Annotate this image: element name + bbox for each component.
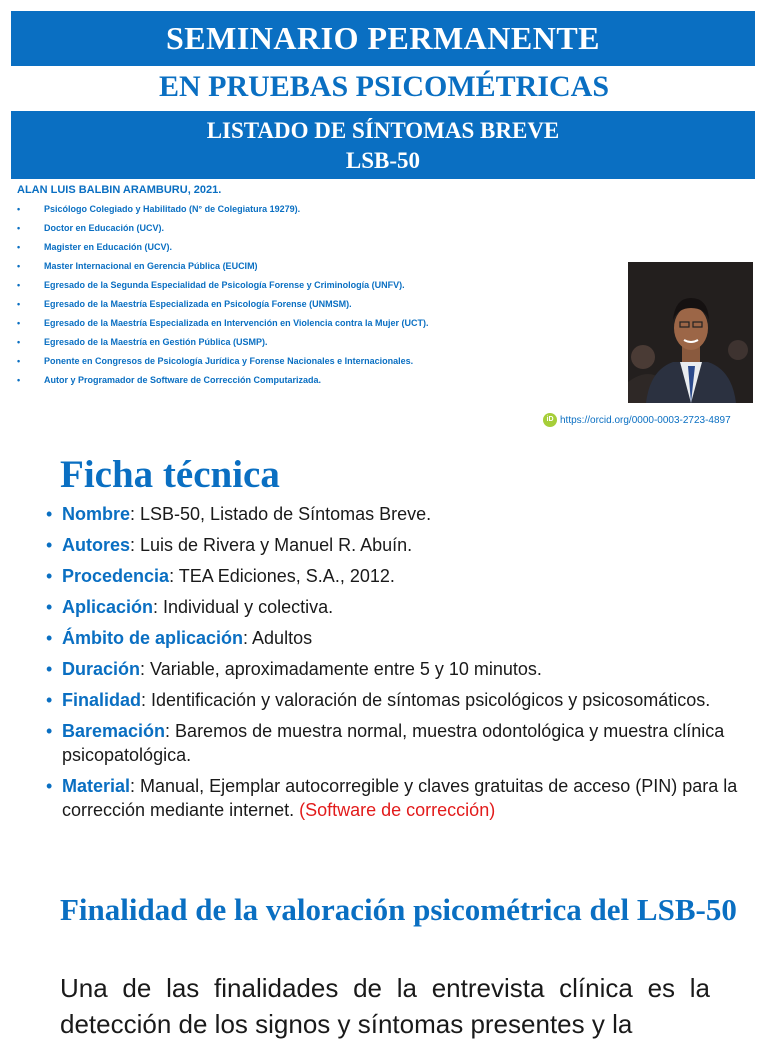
- author-name: ALAN LUIS BALBIN ARAMBURU, 2021.: [17, 184, 222, 196]
- bullet-icon: •: [17, 223, 21, 233]
- ficha-item: [46, 595, 746, 619]
- test-code: LSB-50: [345, 148, 421, 173]
- credential-text: Magister en Educación (UCV).: [44, 242, 173, 252]
- bullet-icon: •: [17, 318, 21, 328]
- bullet-icon: •: [17, 242, 21, 252]
- bullet-icon: •: [46, 776, 53, 796]
- test-name: LISTADO DE SÍNTOMAS BREVE: [206, 118, 560, 143]
- ficha-tecnica-title: Ficha técnica: [60, 453, 280, 496]
- ficha-item-label: Finalidad: [62, 690, 142, 710]
- ficha-item: [46, 688, 746, 712]
- ficha-item-text: : Adultos: [243, 628, 313, 648]
- ficha-item-text: : Individual y colectiva.: [153, 597, 334, 617]
- credential-text: Egresado de la Maestría Especializada en Psicología Forense (UNMSM).: [44, 299, 352, 309]
- bullet-icon: •: [17, 375, 21, 385]
- credential-text: Ponente en Congresos de Psicología Jurídica y Forense Nacionales e Internacionales.: [44, 356, 414, 366]
- credential-text: Egresado de la Maestría en Gestión Pública (USMP).: [44, 337, 268, 347]
- credential-item: [17, 335, 617, 354]
- credential-item: [17, 240, 617, 259]
- bullet-icon: •: [46, 659, 53, 679]
- test-banner: [11, 111, 755, 179]
- section-paragraph: Una de las finalidades de la entrevista clínica es la detección de los signos y síntomas presentes y la: [60, 973, 710, 1039]
- ficha-item-text: : Manual, Ejemplar autocorregible y claves gratuitas de acceso (PIN) para la corrección mediante internet.: [62, 776, 738, 820]
- credential-item: [17, 316, 617, 335]
- credential-text: Egresado de la Maestría Especializada en Intervención en Violencia contra la Mujer (UCT).: [44, 318, 429, 328]
- ficha-item: [46, 657, 746, 681]
- ficha-item-text: : TEA Ediciones, S.A., 2012.: [169, 566, 395, 586]
- bullet-icon: •: [46, 628, 53, 648]
- ficha-item-text: : Identificación y valoración de síntomas psicológicos y psicosomáticos.: [141, 690, 711, 710]
- ficha-item: [46, 719, 746, 767]
- credential-item: [17, 373, 617, 392]
- ficha-item-text: : Baremos de muestra normal, muestra odontológica y muestra clínica psicopatológica.: [62, 721, 725, 765]
- bullet-icon: •: [17, 337, 21, 347]
- ficha-item-label: Material: [62, 776, 131, 796]
- bullet-icon: •: [17, 261, 21, 271]
- credential-item: [17, 354, 617, 373]
- orcid-icon: iD: [543, 413, 557, 427]
- ficha-item-label: Ámbito de aplicación: [62, 628, 244, 648]
- ficha-item-label: Autores: [62, 535, 131, 555]
- ficha-item-label: Baremación: [62, 721, 166, 741]
- title-banner: [11, 11, 755, 66]
- bullet-icon: •: [46, 721, 53, 741]
- bullet-icon: •: [46, 566, 53, 586]
- credential-text: Psicólogo Colegiado y Habilitado (N° de Colegiatura 19279).: [44, 204, 301, 214]
- credential-text: Autor y Programador de Software de Corrección Computarizada.: [44, 375, 322, 385]
- section-title: Finalidad de la valoración psicométrica del LSB-50: [60, 892, 737, 927]
- author-block: [17, 184, 617, 392]
- orcid-url[interactable]: https://orcid.org/0000-0003-2723-4897: [560, 414, 731, 426]
- banner-title: SEMINARIO PERMANENTE: [165, 20, 601, 56]
- author-photo: [628, 262, 753, 403]
- credential-text: Egresado de la Segunda Especialidad de Psicología Forense y Criminología (UNFV).: [44, 280, 405, 290]
- credential-list: [17, 202, 617, 392]
- ficha-item: [46, 533, 746, 557]
- ficha-item: [46, 774, 746, 822]
- ficha-item-text: : Variable, aproximadamente entre 5 y 10 minutos.: [140, 659, 542, 679]
- bullet-icon: •: [17, 280, 21, 290]
- orcid-link[interactable]: [543, 413, 731, 427]
- ficha-tecnica-list: [46, 502, 746, 829]
- ficha-item-text: : LSB-50, Listado de Síntomas Breve.: [130, 504, 432, 524]
- bullet-icon: •: [46, 597, 53, 617]
- ficha-item-note: (Software de corrección): [299, 800, 496, 820]
- bullet-icon: •: [46, 535, 53, 555]
- author-photo-image: [628, 262, 753, 403]
- ficha-item-label: Aplicación: [62, 597, 154, 617]
- ficha-item: [46, 564, 746, 588]
- credential-item: [17, 202, 617, 221]
- ficha-item-text: : Luis de Rivera y Manuel R. Abuín.: [130, 535, 413, 555]
- ficha-item: [46, 626, 746, 650]
- credential-item: [17, 221, 617, 240]
- bullet-icon: •: [46, 504, 53, 524]
- bullet-icon: •: [46, 690, 53, 710]
- credential-item: [17, 278, 617, 297]
- credential-item: [17, 297, 617, 316]
- credential-text: Master Internacional en Gerencia Pública (EUCIM): [44, 261, 258, 271]
- bullet-icon: •: [17, 299, 21, 309]
- ficha-item-label: Procedencia: [62, 566, 170, 586]
- credential-item: [17, 259, 617, 278]
- credential-text: Doctor en Educación (UCV).: [44, 223, 165, 233]
- subtitle: EN PRUEBAS PSICOMÉTRICAS: [158, 70, 610, 103]
- ficha-item: [46, 502, 746, 526]
- ficha-item-label: Nombre: [62, 504, 131, 524]
- bullet-icon: •: [17, 356, 21, 366]
- bullet-icon: •: [17, 204, 21, 214]
- ficha-item-label: Duración: [62, 659, 141, 679]
